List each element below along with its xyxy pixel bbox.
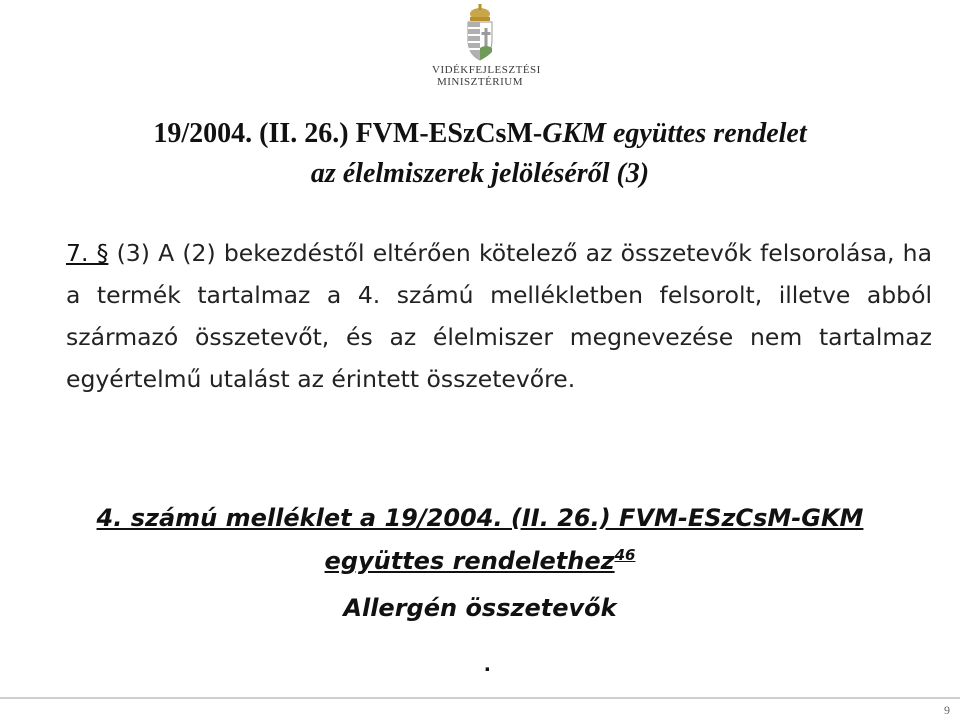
annex-heading-line2-text: együttes rendelethez — [324, 547, 615, 575]
legal-paragraph — [66, 232, 932, 400]
trailing-dot: . — [484, 650, 491, 677]
page-number: 9 — [944, 703, 950, 717]
document-title-line1 — [0, 118, 960, 150]
ministry-name — [432, 64, 541, 88]
annex-subtitle: Allergén összetevők — [343, 594, 617, 622]
ministry-name-line1: VIDÉKFEJLESZTÉSI — [432, 64, 541, 76]
footnote-link[interactable]: 46 — [614, 546, 636, 564]
title-regular-part: 19/2004. (II. 26.) FVM-ESzCsM- — [153, 118, 543, 149]
section-reference-link[interactable]: 7. § — [66, 239, 109, 267]
footer-divider — [0, 697, 960, 699]
document-title-line2: az élelmiszerek jelöléséről (3) — [310, 158, 650, 189]
title-italic-part: GKM együttes rendelet — [542, 118, 807, 149]
ministry-name-line2: MINISZTÉRIUM — [436, 76, 524, 88]
hungarian-coat-of-arms-icon — [462, 4, 498, 62]
annex-heading-line1: 4. számú melléklet a 19/2004. (II. 26.) FVM-ESzCsM-GKM — [96, 504, 864, 532]
ministry-logo — [432, 4, 541, 96]
annex-heading-line2 — [0, 546, 960, 575]
paragraph-text: (3) A (2) bekezdéstől eltérően kötelező az összetevők felsorolása, ha a termék tartalmaz a 4. számú mellékletben felsorolt, illetve abból származó összetevőt, és az élelmiszer megnevezése nem tartalmaz egyértelmű utalást az érintett összetevőre. — [66, 239, 932, 393]
